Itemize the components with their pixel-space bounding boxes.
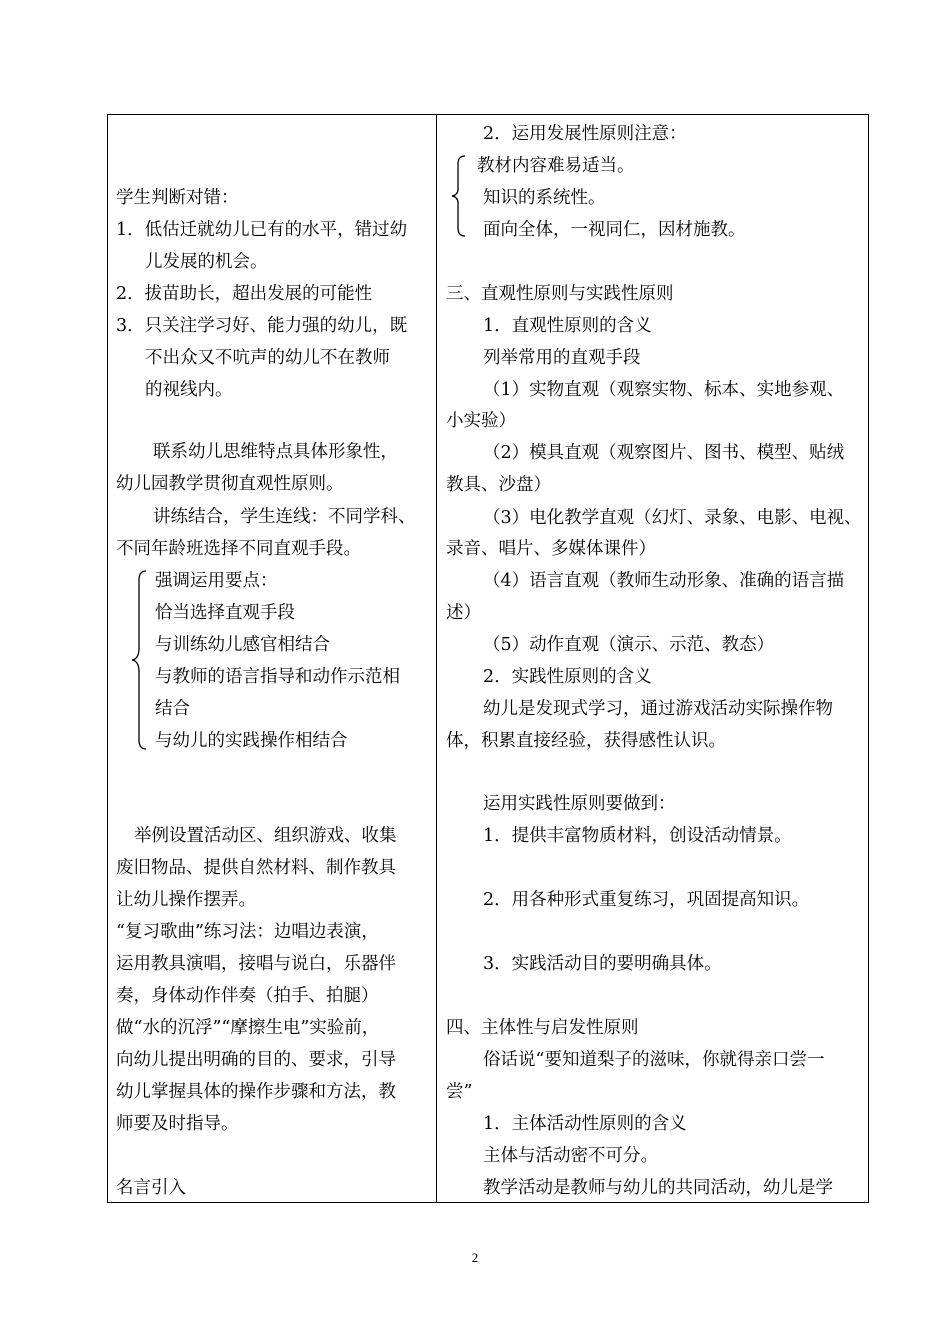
text-line: 1．提供丰富物质材料，创设活动情景。 xyxy=(483,826,792,846)
text-line: 学生判断对错： xyxy=(116,188,239,208)
text-line: 面向全体，一视同仁，因材施教。 xyxy=(483,220,746,240)
text-line: 运用实践性原则要做到： xyxy=(483,794,676,814)
text-line: 2．运用发展性原则注意： xyxy=(483,124,687,144)
text-line: 述） xyxy=(446,603,481,623)
text-line: 结合 xyxy=(155,699,190,719)
text-line: 1．主体活动性原则的含义 xyxy=(483,1114,687,1134)
text-line: 2．实践性原则的含义 xyxy=(483,667,652,687)
text-line: 1．直观性原则的含义 xyxy=(483,316,652,336)
table-frame xyxy=(107,114,869,1203)
text-line: 强调运用要点： xyxy=(155,571,278,591)
text-line: 幼儿是发现式学习，通过游戏活动实际操作物 xyxy=(483,699,833,719)
text-line: 做“水的沉浮”“摩擦生电”实验前， xyxy=(116,1018,380,1038)
left-brace-icon xyxy=(128,568,152,752)
text-line: 教材内容难易适当。 xyxy=(477,156,635,176)
text-line: 的视线内。 xyxy=(145,380,233,400)
text-line: 2．用各种形式重复练习，巩固提高知识。 xyxy=(483,890,810,910)
text-line: 3．实践活动目的要明确具体。 xyxy=(483,954,722,974)
text-line: 讲练结合，学生连线：不同学科、 xyxy=(153,507,416,527)
text-line: 让幼儿操作摆弄。 xyxy=(116,890,256,910)
text-line: 不出众又不吭声的幼儿不在教师 xyxy=(145,348,390,368)
text-line: 师要及时指导。 xyxy=(116,1114,239,1134)
text-line: （4）语言直观（教师生动形象、准确的语言描 xyxy=(483,571,845,591)
text-line: 废旧物品、提供自然材料、制作教具 xyxy=(116,858,396,878)
text-line: 向幼儿提出明确的目的、要求，引导 xyxy=(116,1050,396,1070)
text-line: （5）动作直观（演示、示范、教态） xyxy=(483,635,775,655)
text-line: 主体与活动密不可分。 xyxy=(483,1146,658,1166)
text-line: （1）实物直观（观察实物、标本、实地参观、 xyxy=(483,380,845,400)
text-line: 俗话说“要知道梨子的滋味，你就得亲口尝一 xyxy=(483,1050,825,1070)
text-line: 与训练幼儿感官相结合 xyxy=(155,635,330,655)
column-divider xyxy=(436,114,437,1203)
text-line: 儿发展的机会。 xyxy=(145,252,268,272)
text-line: 教具、沙盘） xyxy=(446,475,551,495)
text-line: 联系幼儿思维特点具体形象性， xyxy=(153,442,398,462)
text-line: 2．拔苗助长，超出发展的可能性 xyxy=(116,284,373,304)
text-line: 知识的系统性。 xyxy=(483,188,606,208)
text-line: （3）电化教学直观（幻灯、录象、电影、电视、 xyxy=(483,508,862,528)
text-line: 名言引入 xyxy=(116,1178,186,1198)
right-brace-icon xyxy=(448,153,470,239)
text-line: 教学活动是教师与幼儿的共同活动，幼儿是学 xyxy=(483,1178,833,1198)
page-number: 2 xyxy=(471,1250,479,1265)
text-line: 体，积累直接经验，获得感性认识。 xyxy=(446,731,726,751)
text-line: 三、直观性原则与实践性原则 xyxy=(446,284,674,304)
text-line: 运用教具演唱，接唱与说白，乐器伴 xyxy=(116,954,396,974)
text-line: “复习歌曲”练习法：边唱边表演， xyxy=(116,922,379,942)
text-line: 3．只关注学习好、能力强的幼儿，既 xyxy=(116,316,408,336)
text-line: 四、主体性与启发性原则 xyxy=(446,1018,639,1038)
text-line: 尝” xyxy=(446,1082,473,1102)
text-line: 1．低估迁就幼儿已有的水平，错过幼 xyxy=(116,220,408,240)
text-line: 小实验） xyxy=(446,411,516,431)
text-line: 幼儿园教学贯彻直观性原则。 xyxy=(116,474,344,494)
text-line: 恰当选择直观手段 xyxy=(155,603,295,623)
text-line: 与教师的语言指导和动作示范相 xyxy=(155,667,400,687)
text-line: 幼儿掌握具体的操作步骤和方法，教 xyxy=(116,1082,396,1102)
text-line: 录音、唱片、多媒体课件） xyxy=(446,539,656,559)
text-line: 举例设置活动区、组织游戏、收集 xyxy=(134,826,397,846)
text-line: 列举常用的直观手段 xyxy=(483,348,641,368)
text-line: 奏，身体动作伴奏（拍手、拍腿） xyxy=(116,986,379,1006)
text-line: 不同年龄班选择不同直观手段。 xyxy=(116,539,361,559)
text-line: （2）模具直观（观察图片、图书、模型、贴绒 xyxy=(483,443,845,463)
text-line: 与幼儿的实践操作相结合 xyxy=(155,731,348,751)
